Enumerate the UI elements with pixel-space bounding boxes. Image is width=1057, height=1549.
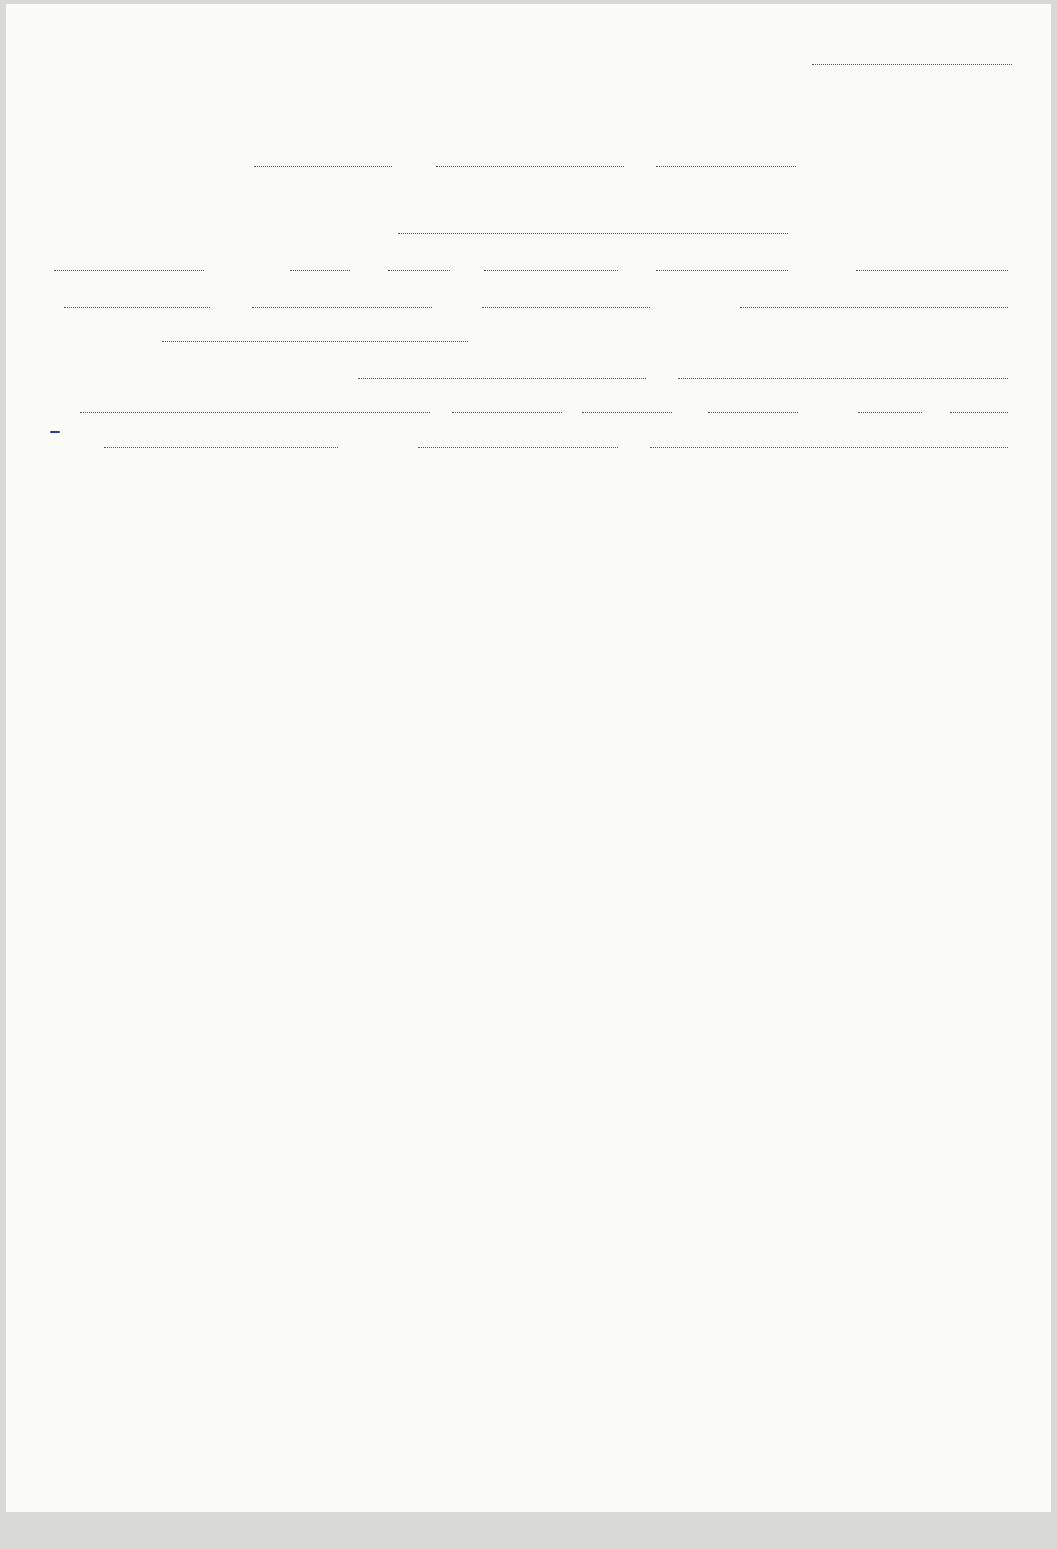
- down-label: [50, 431, 60, 433]
- contract-page: [6, 4, 1051, 1512]
